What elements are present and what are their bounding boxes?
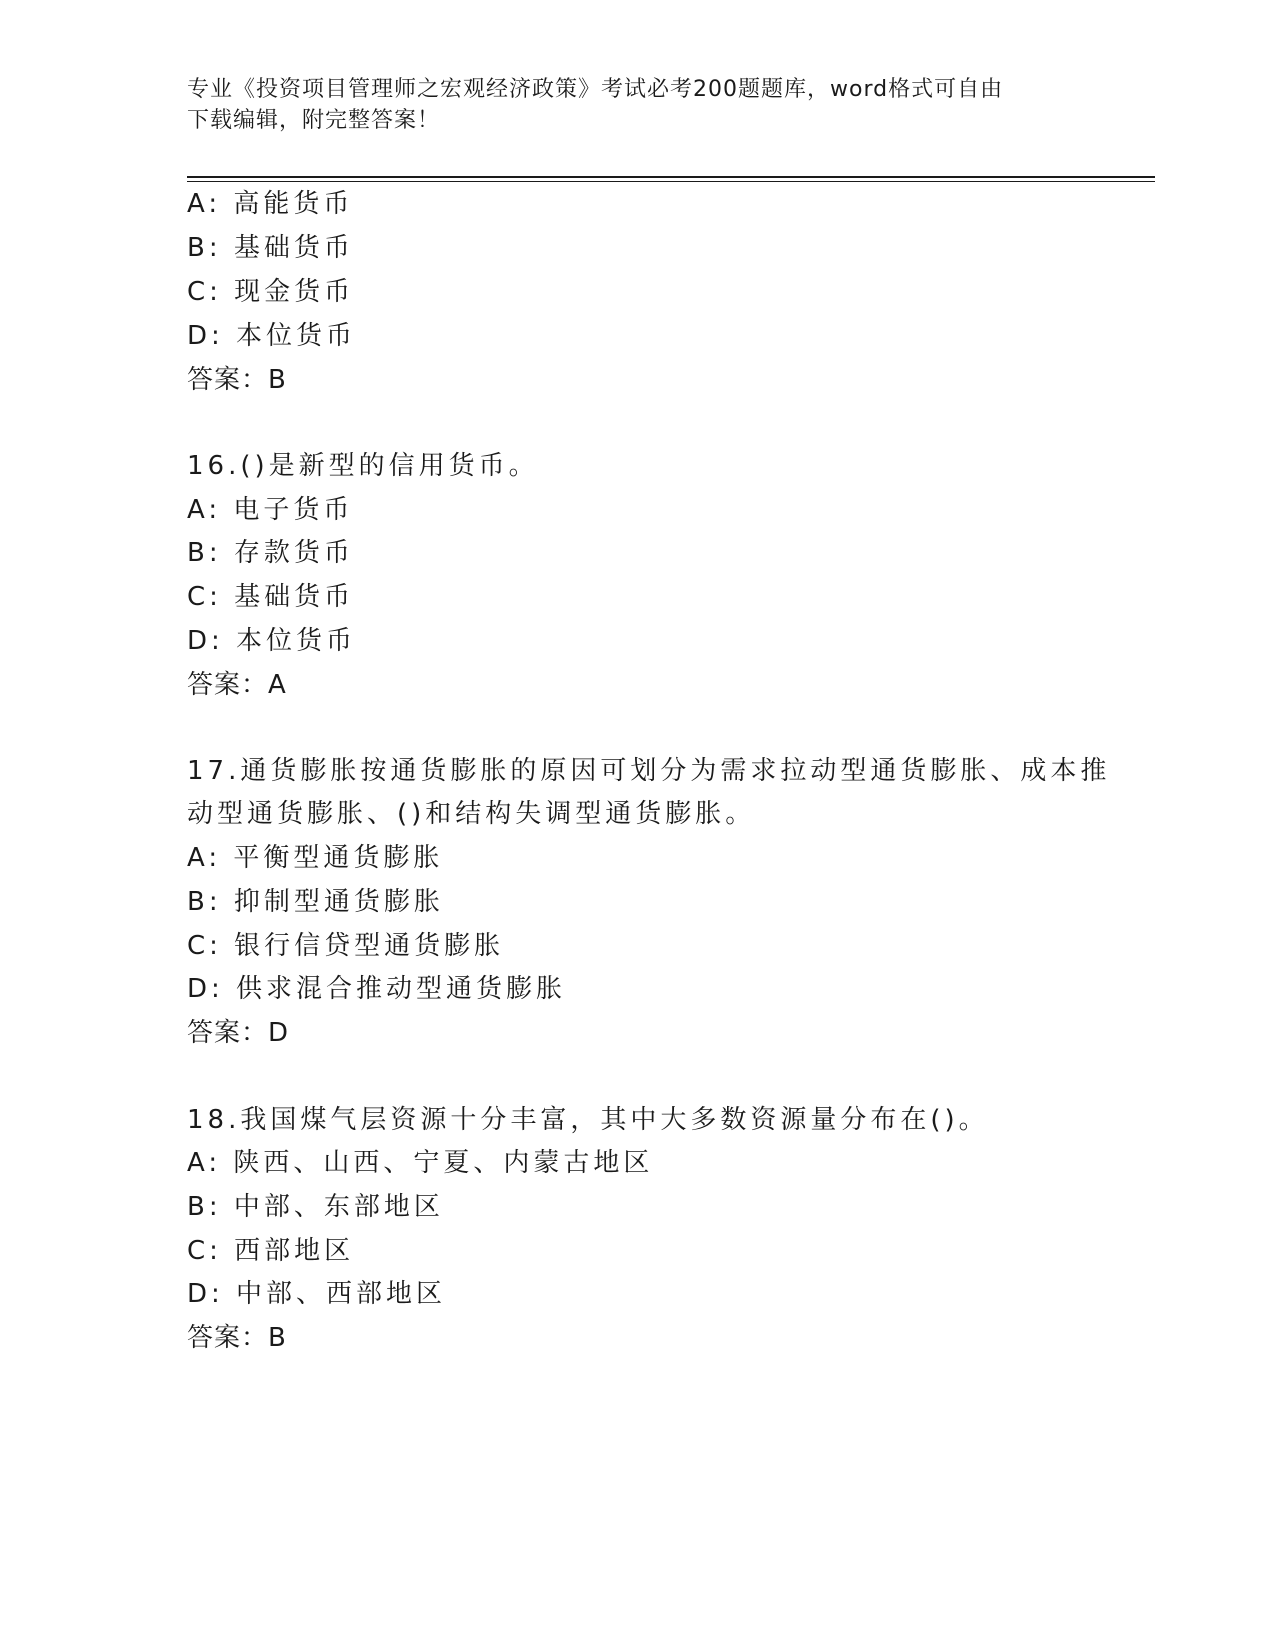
q17-answer: 答案：D [187,1018,290,1048]
q15-answer: 答案：B [187,365,287,395]
document-header [187,74,1087,136]
q16-option-d: D: 本位货币 [187,626,357,656]
header-line-2: 下载编辑，附完整答案！ [187,108,441,133]
q16-option-c: C: 基础货币 [187,582,355,612]
q16-option-a: A: 电子货币 [187,495,354,525]
q17-stem-line-2: 动型通货膨胀、()和结构失调型通货膨胀。 [187,799,756,829]
q15-option-d: D: 本位货币 [187,321,357,351]
q17-option-d: D: 供求混合推动型通货膨胀 [187,974,567,1004]
q16-answer: 答案：A [187,670,287,700]
q15-option-a: A: 高能货币 [187,189,354,219]
q18-option-d: D: 中部、西部地区 [187,1279,447,1309]
q16-stem: 16.()是新型的信用货币。 [187,451,539,481]
q15-option-c: C: 现金货币 [187,277,355,307]
q18-option-b: B: 中部、东部地区 [187,1192,444,1222]
q18-option-a: A: 陕西、山西、宁夏、内蒙古地区 [187,1148,654,1178]
q17-option-c: C: 银行信贷型通货膨胀 [187,931,505,961]
q15-option-b: B: 基础货币 [187,233,354,263]
header-divider-thick [187,176,1155,178]
q18-answer: 答案：B [187,1323,287,1353]
q17-option-a: A: 平衡型通货膨胀 [187,843,444,873]
header-line-1: 专业《投资项目管理师之宏观经济政策》考试必考200题题库，word格式可自由 [187,77,1004,102]
q17-option-b: B: 抑制型通货膨胀 [187,887,444,917]
header-divider-thin [187,181,1155,182]
q18-stem: 18.我国煤气层资源十分丰富，其中大多数资源量分布在()。 [187,1105,989,1135]
q16-option-b: B: 存款货币 [187,538,354,568]
q18-option-c: C: 西部地区 [187,1236,355,1266]
q17-stem-line-1: 17.通货膨胀按通货膨胀的原因可划分为需求拉动型通货膨胀、成本推 [187,756,1111,786]
